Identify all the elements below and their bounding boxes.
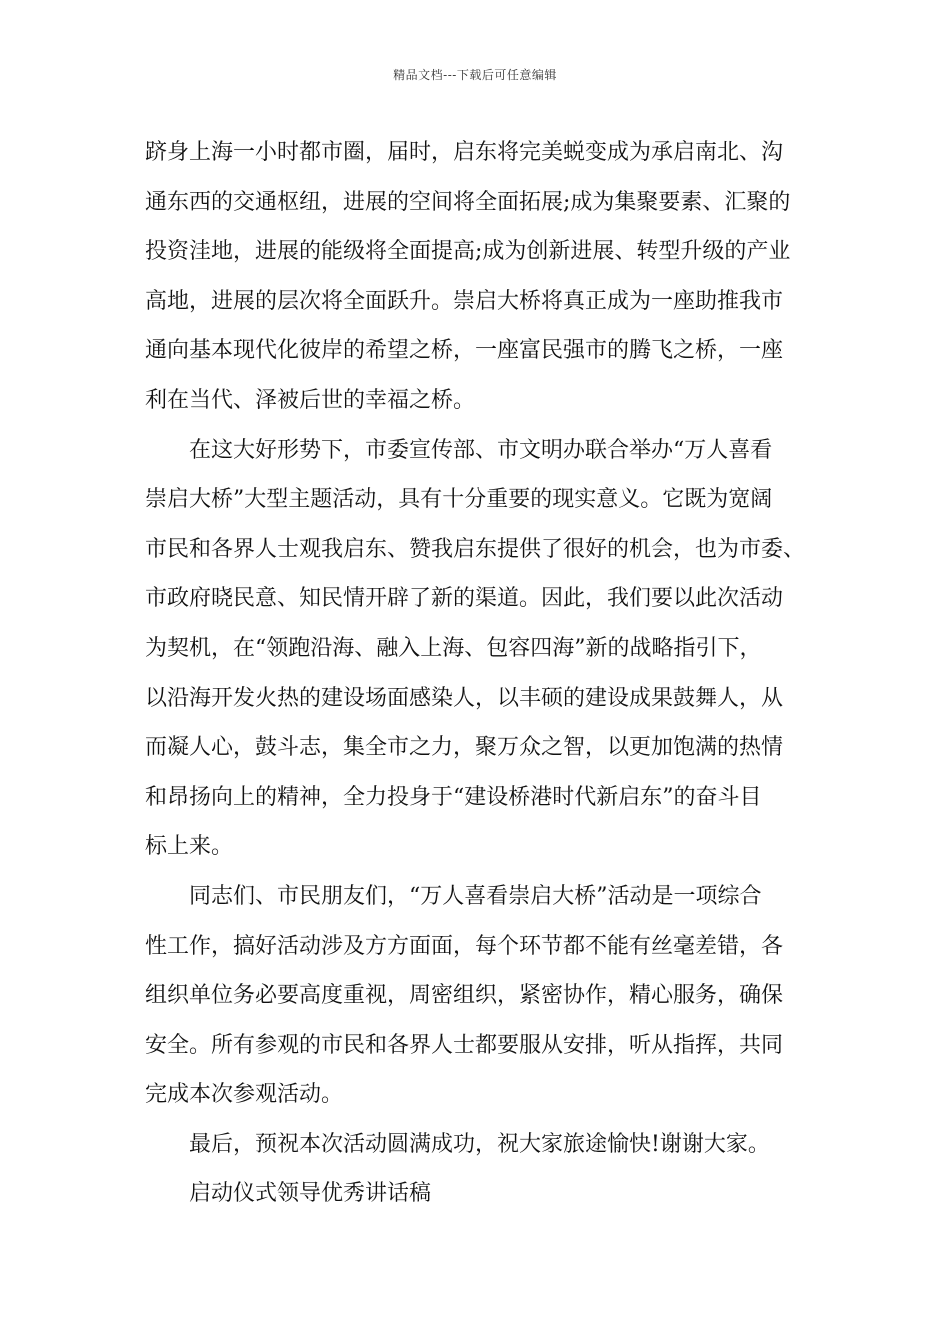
text-line: 跻身上海一小时都市圈，届时，启东将完美蜕变成为承启南北、沟	[145, 140, 784, 165]
text-line: 标上来。	[145, 834, 234, 860]
text-line: 投资洼地，进展的能级将全面提高;成为创新进展、转型升级的产业	[145, 239, 791, 265]
section-title: 启动仪式领导优秀讲话稿	[189, 1181, 432, 1207]
text-line: 崇启大桥”大型主题活动，具有十分重要的现实意义。它既为宽阔	[145, 487, 773, 513]
text-line: 通东西的交通枢纽，进展的空间将全面拓展;成为集聚要素、汇聚的	[145, 189, 791, 215]
text-line: 性工作，搞好活动涉及方方面面，每个环节都不能有丝毫差错，各	[145, 933, 784, 959]
text-line: 和昂扬向上的精神，全力投身于“建设桥港时代新启东”的奋斗目	[145, 784, 762, 810]
document-body	[145, 128, 835, 1219]
text-line: 市民和各界人士观我启东、赞我启东提供了很好的机会，也为市委、	[145, 536, 806, 562]
paragraph-start-line: 最后，预祝本次活动圆满成功，祝大家旅途愉快!谢谢大家。	[189, 1131, 770, 1157]
text-line: 通向基本现代化彼岸的希望之桥，一座富民强市的腾飞之桥，一座	[145, 338, 784, 364]
text-line: 高地，进展的层次将全面跃升。崇启大桥将真正成为一座助推我市	[145, 288, 784, 314]
text-line: 为契机，在“领跑沿海、融入上海、包容四海”新的战略指引下，	[145, 635, 762, 661]
paragraph-start-line: 在这大好形势下，市委宣传部、市文明办联合举办“万人喜看	[189, 437, 773, 463]
text-line: 以沿海开发火热的建设场面感染人，以丰硕的建设成果鼓舞人，从	[145, 685, 784, 711]
text-line: 完成本次参观活动。	[145, 1082, 344, 1108]
paragraph-start-line: 同志们、市民朋友们，“万人喜看崇启大桥”活动是一项综合	[189, 883, 762, 909]
text-line: 组织单位务必要高度重视，周密组织，紧密协作，精心服务，确保	[145, 983, 784, 1009]
text-line: 而凝人心，鼓斗志，集全市之力，聚万众之智，以更加饱满的热情	[145, 735, 784, 761]
text-line: 利在当代、泽被后世的幸福之桥。	[145, 387, 476, 413]
text-line: 市政府晓民意、知民情开辟了新的渠道。因此，我们要以此次活动	[145, 586, 784, 612]
page-header: 精品文档---下载后可任意编辑	[393, 68, 557, 82]
text-line: 安全。所有参观的市民和各界人士都要服从安排，听从指挥，共同	[145, 1032, 784, 1058]
